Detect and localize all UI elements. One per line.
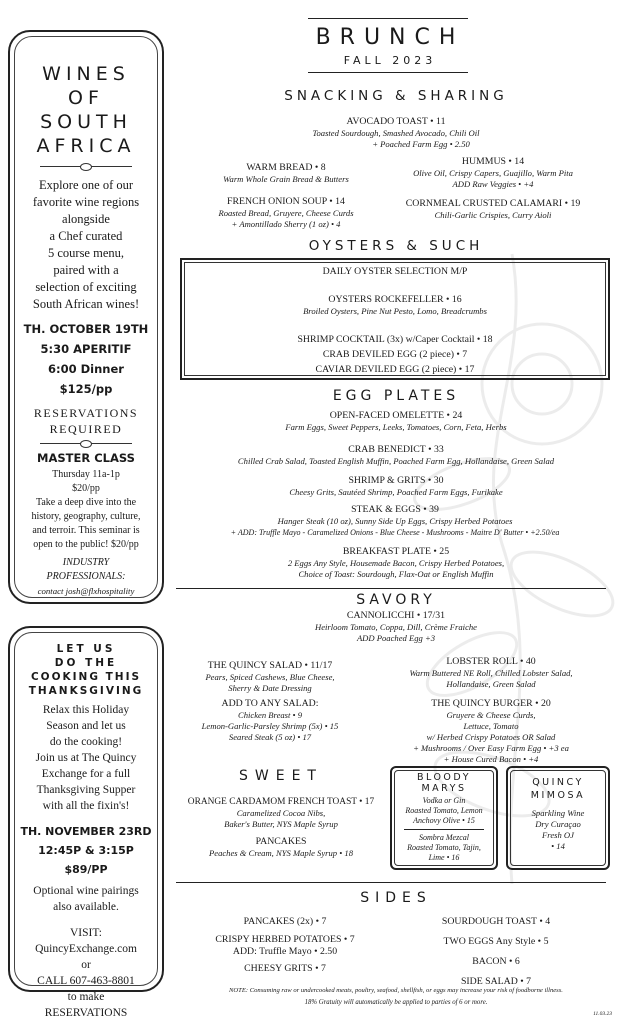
visit-info [10,925,162,1021]
menu-item-lobster-roll [376,656,606,690]
item-name: WARM BREAD • 8 [246,162,326,173]
text-line: PROFESSIONALS: [46,571,126,582]
text-line: history, geography, culture, [31,511,141,522]
item-name: ORANGE CARDAMOM FRENCH TOAST • 17 [187,797,375,807]
text-line: paired with a [53,263,119,277]
section-title-sweet: SWEET [239,768,323,784]
reservation-line: REQUIRED [49,422,123,436]
text-line: Thursday 11a-1p [52,469,120,480]
phone-link[interactable]: CALL 607-463-8801 [37,975,135,987]
text-line: INDUSTRY [62,557,110,568]
menu-item-cannolicchi [176,610,616,644]
item-desc: Pears, Spiced Cashews, Blue Cheese, [205,672,335,682]
menu-item-french-toast [170,796,392,830]
mimosa-title [506,776,610,802]
item-desc: Baker's Butter, NYS Maple Syrup [224,819,338,829]
text-line: Join us at The Quincy [35,752,137,764]
item-name: CANNOLICCHI • 17/31 [346,610,446,621]
text-line: alongside [62,212,110,226]
item-desc: Sombra Mezcal [419,833,469,842]
wines-description [10,177,162,313]
section-title-oysters: OYSTERS & SUCH [308,238,484,254]
menu-item-quincy-burger [376,698,606,765]
wines-title-line: AFRICA [36,135,136,157]
item-name: CRAB BENEDICT • 33 [348,444,444,455]
master-class-title: MASTER CLASS [37,451,135,465]
menu-item-crab-benedict [168,444,622,467]
item-name: LOBSTER ROLL • 40 [446,656,536,667]
item-name: THE QUINCY BURGER • 20 [431,698,551,709]
item-name: AVOCADO TOAST • 11 [346,116,446,127]
wine-pairing-note [10,883,162,915]
title-line: BLOODY [416,772,472,783]
item-desc: w/ Herbed Crispy Potatoes OR Salad [426,732,556,742]
text-line: Optional wine pairings [33,885,139,897]
menu-item-add-to-salad [180,698,360,743]
text-line: South African wines! [32,297,140,311]
item-name: OYSTERS ROCKEFELLER • 16 [328,294,462,305]
item-name: HUMMUS • 14 [461,156,525,167]
item-desc: Chili-Garlic Crispies, Curry Aioli [434,210,552,220]
menu-item-omelette [176,410,616,433]
header-rule-top [308,18,468,19]
savory-rule [176,588,606,589]
item-name: STEAK & EGGS • 39 [351,504,439,515]
text-line: to make [67,991,105,1003]
header-rule-bottom [308,72,468,73]
title-line: MIMOSA [530,790,586,801]
wines-title-line: SOUTH [40,111,132,133]
menu-item-shrimp-cocktail: SHRIMP COCKTAIL (3x) w/Caper Cocktail • 18 [297,334,493,345]
reservation-line: RESERVATIONS [33,406,139,420]
menu-item-avocado-toast [176,116,616,150]
menu-item-crab-deviled-egg: CRAB DEVILED EGG (2 piece) • 7 [322,349,468,360]
item-name: PANCAKES [255,836,307,847]
page-subtitle: FALL 2023 [343,54,437,67]
event-line: 12:45P & 3:15P [38,844,134,857]
item-desc: Roasted Tomato, Tajin, [407,843,481,852]
menu-item-quincy-salad [180,660,360,694]
text-line: Take a deep dive into the [35,497,137,508]
text-line: a Chef curated [49,229,123,243]
event-line: 5:30 APERITIF [40,342,132,356]
item-desc: Warm Whole Grain Bread & Butters [223,174,349,184]
footer-gratuity: 18% Gratuity will automatically be applied to parties of 6 or more. [304,999,488,1006]
item-name: SHRIMP & GRITS • 30 [348,475,444,486]
item-desc: Hollandaise, Green Salad [446,679,536,689]
item-desc: Chicken Breast • 9 [237,710,303,720]
item-desc: + House Cured Bacon • +4 [443,754,539,764]
sides-right [396,914,596,990]
menu-item-shrimp-grits [176,475,616,498]
footer-note: NOTE: Consuming raw or undercooked meats, poultry, seafood, shellfish, or eggs may increase your risk of foodborne illness. [229,987,563,994]
section-title-sides: SIDES [360,890,432,906]
event-line: $89/PP [64,863,108,876]
menu-item-hummus [380,156,606,190]
item-desc: Anchovy Olive • 15 [413,816,475,825]
item-desc: Seared Steak (5 oz) • 17 [228,732,312,742]
section-title-savory: SAVORY [356,592,436,608]
menu-item-warm-bread [186,162,386,185]
item-desc: Olive Oil, Crispy Capers, Guajillo, Warm Pita [413,168,573,178]
item-desc: Toasted Sourdough, Smashed Avocado, Chili Oil [312,128,480,138]
reservations-required [10,405,162,437]
event-line: 6:00 Dinner [48,362,124,376]
item-desc: Sherry & Date Dressing [228,683,312,693]
title-line: QUINCY [532,777,584,788]
item-desc: Gruyere & Cheese Curds, [446,710,536,720]
item-desc: Caramelized Cocoa Nibs, [236,808,326,818]
industry-professionals [10,556,162,598]
wines-title [10,62,162,158]
text-line: and terroir. This seminar is [32,525,140,536]
title-line: MARYS [421,783,467,794]
menu-item-french-onion-soup [186,196,386,230]
thanksgiving-event-details [10,822,162,879]
item-name: CORNMEAL CRUSTED CALAMARI • 19 [405,198,581,209]
item-desc: ADD Raw Veggies • +4 [452,179,534,189]
text-line: RESERVATIONS [44,1007,128,1019]
text-line: $20/pp [72,483,100,494]
item-desc: Farm Eggs, Sweet Peppers, Leeks, Tomatoes, Corn, Feta, Herbs [285,422,507,432]
thanksgiving-title [10,642,162,698]
text-line: favorite wine regions [32,195,140,209]
item-desc: • 14 [551,841,565,851]
item-desc: + ADD: Truffle Mayo - Caramelized Onions - Blue Cheese - Mushrooms - Maitre D' Butter • +2.50/ea [230,528,560,537]
event-line: TH. OCTOBER 19TH [23,322,149,336]
side-pancakes: PANCAKES (2x) • 7 [243,916,327,927]
side-grits: CHEESY GRITS • 7 [244,963,326,974]
thanksgiving-description [10,702,162,814]
wines-title-line: WINES [42,63,130,85]
bloody-title [390,772,498,794]
wines-event-details [10,319,162,399]
thanksgiving-title-line: LET US [56,643,116,655]
menu-item-pancakes [170,836,392,859]
wines-title-line: OF [68,87,104,109]
item-desc: Choice of Toast: Sourdough, Flax-Oat or English Muffin [298,569,494,579]
sides-left [190,914,380,977]
thanksgiving-title-line: DO THE [54,657,118,669]
text-line: open to the public! $20/pp [33,539,139,550]
item-name: OPEN-FACED OMELETTE • 24 [329,410,463,421]
item-desc: Roasted Bread, Gruyere, Cheese Curds [218,208,354,218]
side-bacon: BACON • 6 [472,956,520,967]
oyster-daily-selection: DAILY OYSTER SELECTION M/P [322,266,468,277]
text-line: selection of exciting [35,280,137,294]
menu-item-caviar-deviled-egg: CAVIAR DEVILED EGG (2 piece) • 17 [315,364,475,375]
mimosa-card [506,776,610,852]
menu-item-calamari [380,198,606,221]
item-desc: Lettuce, Tomato [463,721,519,731]
thanksgiving-title-line: THANKSGIVING [28,685,144,697]
text-line: Explore one of our [38,178,134,192]
side-potatoes: CRISPY HERBED POTATOES • 7 [215,934,355,945]
item-desc: ADD Poached Egg +3 [356,633,436,643]
thanksgiving-title-line: COOKING THIS [30,671,142,683]
item-desc: Lime • 16 [428,853,460,862]
text-line: Exchange for a full [41,768,131,780]
bloody-divider [404,829,484,830]
sides-rule [176,882,606,883]
item-desc: Vodka or Gin [422,796,466,805]
thanksgiving-panel [8,626,164,1019]
event-line: TH. NOVEMBER 23RD [20,825,152,838]
text-line: also available. [53,901,119,913]
footer-date: 11.03.23 [593,1011,612,1017]
item-desc: + Amontillado Sherry (1 oz) • 4 [231,219,341,229]
text-line: Season and let us [46,720,126,732]
side-sourdough-toast: SOURDOUGH TOAST • 4 [441,916,551,927]
section-title-egg-plates: EGG PLATES [332,388,460,404]
contact-email[interactable]: contact josh@flxhospitality [37,586,135,596]
menu-item-oysters-rockefeller [180,294,610,317]
item-desc: Sparkling Wine [531,808,585,818]
text-line: Thanksgiving Supper [36,784,136,796]
text-line: VISIT: [69,927,102,939]
text-line: Relax this Holiday [42,704,130,716]
bloody-marys-card [390,772,498,863]
item-name: BREAKFAST PLATE • 25 [342,546,450,557]
text-line: with all the fixin's! [42,800,130,812]
master-class-details [10,468,162,552]
item-desc: Warm Buttered NE Roll, Chilled Lobster Salad, [409,668,573,678]
item-desc: Broiled Oysters, Pine Nut Pesto, Lomo, Breadcrumbs [303,306,487,316]
item-desc: Dry Curaçao [535,819,581,829]
item-desc: Chilled Crab Salad, Toasted English Muffin, Poached Farm Egg, Hollandaise, Green Salad [237,456,555,466]
item-name: THE QUINCY SALAD • 11/17 [207,660,333,671]
item-desc: Fresh OJ [542,830,574,840]
wines-panel [8,30,164,604]
side-two-eggs: TWO EGGS Any Style • 5 [443,936,549,947]
page-title: BRUNCH [315,25,465,50]
item-desc: Hanger Steak (10 oz), Sunny Side Up Eggs, Crispy Herbed Potatoes [277,516,513,526]
divider-ornament [40,166,132,167]
divider-ornament [40,443,132,444]
item-desc: Lemon-Garlic-Parsley Shrimp (5x) • 15 [201,721,339,731]
menu-item-breakfast-plate [176,546,616,580]
item-desc: Peaches & Cream, NYS Maple Syrup • 18 [209,848,353,858]
item-desc: 2 Eggs Any Style, Housemade Bacon, Crispy Herbed Potatoes, [287,558,505,568]
text-line: do the cooking! [49,736,123,748]
menu-item-steak-eggs [166,504,622,538]
item-desc: + Mushrooms / Over Easy Farm Egg • +3 ea [413,743,569,753]
item-desc: Heirloom Tomato, Coppa, Dill, Crème Fraiche [314,622,477,632]
event-line: $125/pp [59,382,113,396]
item-name: FRENCH ONION SOUP • 14 [227,196,345,207]
item-name: ADD TO ANY SALAD: [221,698,319,709]
side-potatoes-add: ADD: Truffle Mayo • 2.50 [232,946,338,957]
text-line: or [81,959,91,971]
item-desc: Roasted Tomato, Lemon [405,806,483,815]
website-link[interactable]: QuincyExchange.com [35,943,137,955]
section-title-snacking: SNACKING & SHARING [284,88,508,104]
side-salad: SIDE SALAD • 7 [460,976,532,987]
text-line: 5 course menu, [47,246,125,260]
item-desc: Cheesy Grits, Sautéed Shrimp, Poached Farm Eggs, Furikake [289,487,503,497]
item-desc: + Poached Farm Egg • 2.50 [372,139,470,149]
